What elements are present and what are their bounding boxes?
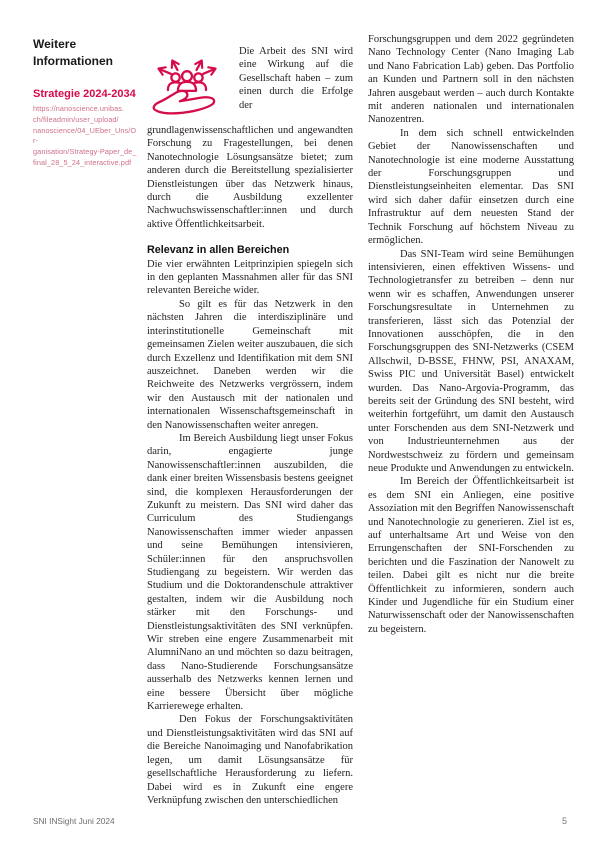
- url-line[interactable]: ganisation/Strategy-Paper_de_: [33, 147, 137, 157]
- strategy-link-title[interactable]: Strategie 2024-2034: [33, 87, 136, 100]
- url-line[interactable]: nanoscience/04_UEber_Uns/Or-: [33, 125, 137, 146]
- url-line[interactable]: ch/fileadmin/user_upload/: [33, 114, 119, 124]
- sidebar: [33, 36, 137, 169]
- paragraph: Den Fokus der Forschungsaktivitäten und Dienstleistungsaktivitäten wird das SNI auf die Bereiche Nanoimaging und Nanofabrikation legen, um damit Lösungsansätze für gesellschaftliche Herausforderung zu liefern. Dabei wird es in Zukunft eine engere Verknüpfung zwischen den unterschiedlichen: [147, 714, 353, 806]
- hand-supporting-community-icon: [147, 58, 227, 124]
- paragraph: Forschungsgruppen und dem 2022 gegründeten Nano Technology Center (Nano Imaging Lab und Nano Fabrication Lab) geben. Das Portfolio an Kunden und Partnern soll in den nächsten Jahren ausgebaut werden – auch durch Kontakte mit anderen nationalen und internationalen Nanozentren.: [368, 34, 574, 126]
- paragraph: Die vier erwähnten Leitprinzipien spiegeln sich in den geplanten Massnahmen aller für das SNI relevanten Bereiche wider.: [147, 258, 353, 297]
- page-number: 5: [561, 816, 567, 826]
- url-line[interactable]: https://nanoscience.unibas.: [33, 103, 125, 113]
- sidebar-heading: Weitere Informationen: [33, 37, 113, 69]
- paragraph: Das SNI-Team wird seine Bemühungen intensivieren, einen effektiven Wissens- und Technologietransfer zu betreiben – denn nur wenn wir es schaffen, Anwendungen unserer Forschungsresultate in Unternehmen zu transferieren, lässt sich das Potenzial der Innovationen ausschöpfen, die in den Forschungsgruppen des SNI-Netzwerks (CSEM Allschwil, D-BSSE, FHNW, PSI, ANAXAM, Swiss PIC und Universität Basel) entwickelt wurden. Das Nano-Argovia-Programm, das bereits seit der Gründung des SNI besteht, wird weiterhin fortgeführt, um damit den Austausch unter Forschenden aus dem SNI-Netzwerk und von Industrieunternehmen aus der Nordwestschweiz zu fördern und gemeinsam neue Produkte und Anwendungen zu entwickeln.: [368, 248, 574, 474]
- url-line[interactable]: final_28_5_24_interactive.pdf: [33, 157, 132, 167]
- paragraph: Im Bereich der Öffentlichkeitsarbeit ist es dem SNI ein Anliegen, eine positive Assoziation mit den Begriffen Nanowissenschaft und Nanotechnologie zu generieren. Ziel ist es, auf unterhaltsame Art und Weise von den Errungenschaften der SNI-Forschenden zu berichten und die Faszination der Nanowelt zu teilen. Dabei gilt es nicht nur die breite Öffentlichkeit zu informieren, sondern auch Kinder und Jugendliche für ein Studium einer Naturwissenschaft oder der Nanowissenschaften zu begeistern.: [368, 476, 574, 635]
- strategy-link-url[interactable]: [33, 104, 137, 169]
- article-column-2: [368, 33, 574, 636]
- article-column-1: [147, 45, 353, 807]
- strategy-link-block: [33, 88, 137, 169]
- section-heading: Relevanz in allen Bereichen: [147, 244, 290, 257]
- paragraph: Im Bereich Ausbildung liegt unser Fokus darin, engagierte junge Nanowissenschaftler:innen auszubilden, die dank einer breiten Wissensbasis bestens geeignet sind, die komplexen Herausforderungen der Zukunft zu meistern. Das SNI wird daher das Curriculum des Studiengangs Nanowissenschaften immer wieder anpassen und seine Bemühungen intensivieren, Schüler:innen für den anspruchsvollen Studiengang zu begeistern. Wir werden das Studium und die Doktorandenschule attraktiver gestalten, indem wir die Ausbildung noch stärker mit den Forschungs- und Dienstleistungsaktivitäten des SNI verknüpfen. Wir streben eine engere Zusammenarbeit mit AlumniNano an und möchten so dazu beitragen, dass Nano-Studierende Forschungsansätze ausserhalb des Netzwerks kennen lernen und eine bessere Übersicht über mögliche Karrierewege erhalten.: [147, 432, 353, 713]
- paragraph: In dem sich schnell entwickelnden Gebiet der Nanowissenschaften und Nanotechnologie ist eine moderne Ausstattung der Forschungsgruppen und Dienstleistungseinheiten elementar. Das SNI wird sich daher dafür einsetzen durch eine Infrastruktur auf dem neuesten Stand der Technik Forschung auf höchstem Niveau zu ermöglichen.: [368, 127, 574, 247]
- paragraph: So gilt es für das Netzwerk in den nächsten Jahren die interdisziplinäre und interinstitutionelle Gemeinschaft mit gemeinsamen Zielen weiter auszubauen, die sich durch Exzellenz und Identifikation mit dem SNI auszeichnet. Daneben werden wir die Reichweite des Netzwerks vergrössern, indem wir den Austausch mit der nationalen und internationalen Wissenschaftsgemeinschaft in den Nanowissenschaften weiter anregen.: [147, 298, 353, 431]
- page-footer: [33, 816, 567, 826]
- paragraph: Die Arbeit des SNI wird eine Wirkung auf die Gesellschaft haben – zum einen durch die Erfolge der grundlagenwissenschaftlichen und angewandten Forschung zu Fragestellungen, bei denen Nanotechnologie Lösungsansätze bietet; zum anderen durch die Bereitstellung spezialisierter Dienstleistungen über das Netzwerk hinaus, durch die Ausbildung exzellenter Nachwuchswissenschaftler:innen und durch aktive Öffentlichkeitsarbeit.: [147, 46, 353, 230]
- footer-publication: SNI INSight Juni 2024: [33, 816, 115, 826]
